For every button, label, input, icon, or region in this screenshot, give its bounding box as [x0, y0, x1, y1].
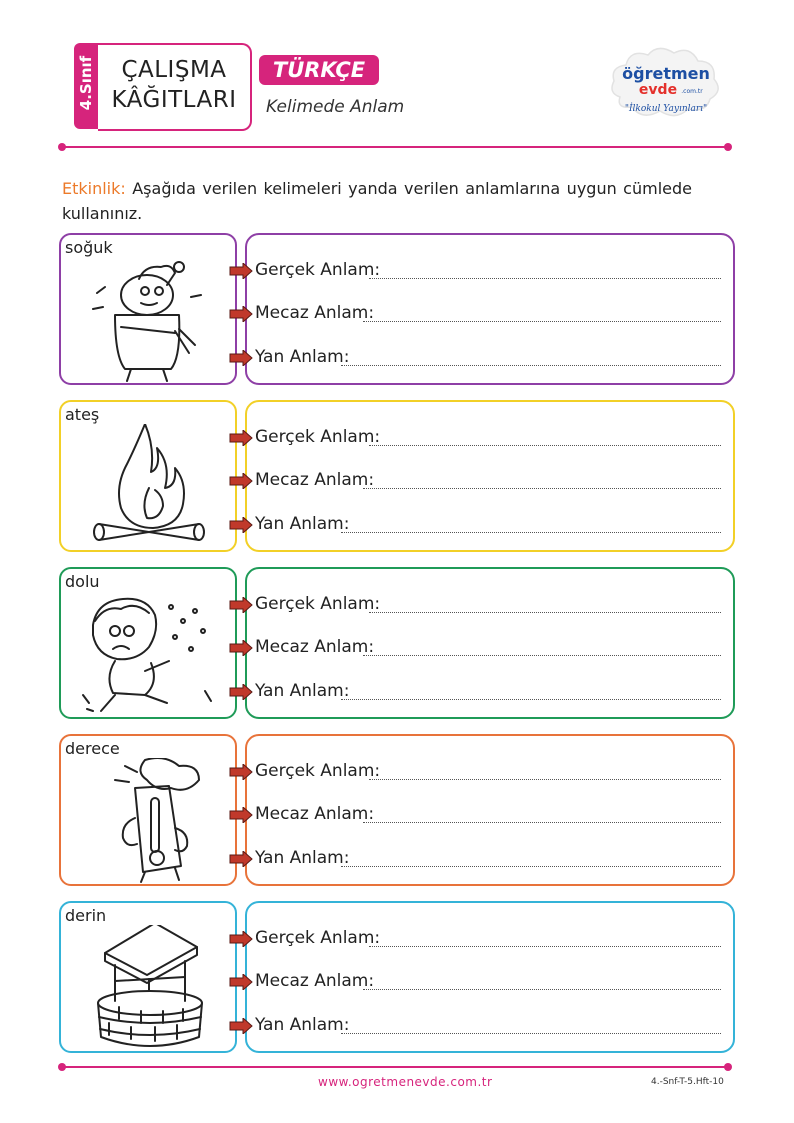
- arrow-icon: [229, 1018, 253, 1034]
- logo-domain: .com.tr: [681, 88, 703, 95]
- worksheet-header: [74, 43, 734, 133]
- water-well-icon: [75, 925, 225, 1051]
- side-meaning-row: [229, 347, 729, 371]
- arrow-icon: [229, 974, 253, 990]
- arrow-icon: [229, 851, 253, 867]
- logo-text-1: öğretmen: [622, 64, 710, 83]
- word-image-box: [59, 901, 237, 1053]
- page-code: 4.-Snf-T-5.Hft-10: [651, 1077, 724, 1087]
- real-meaning-label: Gerçek Anlam:: [255, 427, 381, 447]
- meaning-lines-box: [245, 567, 735, 719]
- figurative-meaning-line[interactable]: [363, 488, 721, 489]
- word-card-3: [59, 567, 735, 719]
- real-meaning-label: Gerçek Anlam:: [255, 761, 381, 781]
- word-label: soğuk: [65, 238, 113, 257]
- figurative-meaning-row: [229, 470, 729, 494]
- side-meaning-line[interactable]: [341, 1033, 721, 1034]
- word-image-box: [59, 233, 237, 385]
- side-meaning-label: Yan Anlam:: [255, 1015, 350, 1035]
- arrow-icon: [229, 931, 253, 947]
- figurative-meaning-line[interactable]: [363, 655, 721, 656]
- meaning-lines-box: [245, 734, 735, 886]
- side-meaning-label: Yan Anlam:: [255, 347, 350, 367]
- title-box: [98, 43, 252, 131]
- figurative-meaning-row: [229, 637, 729, 661]
- ogretmen-evde-logo: [606, 41, 726, 127]
- word-card-5: [59, 901, 735, 1053]
- meaning-lines-box: [245, 400, 735, 552]
- word-label: ateş: [65, 405, 100, 424]
- topic-title: Kelimede Anlam: [266, 97, 405, 117]
- cold-man-icon: [75, 257, 225, 383]
- side-meaning-line[interactable]: [341, 699, 721, 700]
- word-card-2: [59, 400, 735, 552]
- word-label: derin: [65, 906, 107, 925]
- side-meaning-row: [229, 681, 729, 705]
- arrow-icon: [229, 430, 253, 446]
- instruction: [62, 176, 692, 226]
- real-meaning-row: [229, 260, 729, 284]
- real-meaning-row: [229, 594, 729, 618]
- figurative-meaning-row: [229, 804, 729, 828]
- side-meaning-line[interactable]: [341, 365, 721, 366]
- real-meaning-line[interactable]: [369, 278, 721, 279]
- real-meaning-line[interactable]: [369, 445, 721, 446]
- meaning-lines-box: [245, 901, 735, 1053]
- arrow-icon: [229, 684, 253, 700]
- instruction-label: Etkinlik:: [62, 179, 126, 198]
- arrow-icon: [229, 640, 253, 656]
- real-meaning-line[interactable]: [369, 612, 721, 613]
- side-meaning-line[interactable]: [341, 532, 721, 533]
- hail-boy-icon: [75, 591, 225, 717]
- word-label: dolu: [65, 572, 100, 591]
- arrow-icon: [229, 473, 253, 489]
- figurative-meaning-label: Mecaz Anlam:: [255, 303, 375, 323]
- title-line-1: ÇALIŞMA: [121, 57, 227, 83]
- side-meaning-line[interactable]: [341, 866, 721, 867]
- word-image-box: [59, 567, 237, 719]
- real-meaning-label: Gerçek Anlam:: [255, 594, 381, 614]
- arrow-icon: [229, 350, 253, 366]
- meaning-lines-box: [245, 233, 735, 385]
- arrow-icon: [229, 764, 253, 780]
- real-meaning-line[interactable]: [369, 779, 721, 780]
- logo-text-2: evde: [638, 82, 678, 98]
- real-meaning-row: [229, 427, 729, 451]
- arrow-icon: [229, 517, 253, 533]
- figurative-meaning-line[interactable]: [363, 989, 721, 990]
- grade-label: 4.Sınıf: [77, 55, 95, 111]
- word-card-4: [59, 734, 735, 886]
- arrow-icon: [229, 306, 253, 322]
- word-label: derece: [65, 739, 120, 758]
- side-meaning-row: [229, 848, 729, 872]
- side-meaning-label: Yan Anlam:: [255, 848, 350, 868]
- real-meaning-label: Gerçek Anlam:: [255, 928, 381, 948]
- word-image-box: [59, 734, 237, 886]
- word-image-box: [59, 400, 237, 552]
- thermometer-icon: [75, 758, 225, 884]
- arrow-icon: [229, 263, 253, 279]
- figurative-meaning-line[interactable]: [363, 822, 721, 823]
- arrow-icon: [229, 807, 253, 823]
- logo-tagline: "İlkokul Yayınları": [624, 104, 708, 114]
- instruction-text: Aşağıda verilen kelimeleri yanda verilen anlamlarına uygun cümlede kullanınız.: [62, 179, 692, 223]
- real-meaning-row: [229, 928, 729, 952]
- footer-url[interactable]: www.ogretmenevde.com.tr: [318, 1075, 493, 1089]
- header-divider: [62, 146, 728, 148]
- grade-tab: [74, 43, 98, 129]
- figurative-meaning-row: [229, 303, 729, 327]
- side-meaning-label: Yan Anlam:: [255, 681, 350, 701]
- word-card-1: [59, 233, 735, 385]
- figurative-meaning-label: Mecaz Anlam:: [255, 804, 375, 824]
- title-line-2: KÂĞITLARI: [111, 87, 237, 113]
- side-meaning-label: Yan Anlam:: [255, 514, 350, 534]
- real-meaning-line[interactable]: [369, 946, 721, 947]
- figurative-meaning-row: [229, 971, 729, 995]
- figurative-meaning-label: Mecaz Anlam:: [255, 470, 375, 490]
- side-meaning-row: [229, 514, 729, 538]
- real-meaning-row: [229, 761, 729, 785]
- side-meaning-row: [229, 1015, 729, 1039]
- campfire-icon: [75, 424, 225, 550]
- real-meaning-label: Gerçek Anlam:: [255, 260, 381, 280]
- figurative-meaning-line[interactable]: [363, 321, 721, 322]
- figurative-meaning-label: Mecaz Anlam:: [255, 637, 375, 657]
- footer-divider: [62, 1066, 728, 1068]
- subject-badge: TÜRKÇE: [259, 55, 379, 85]
- figurative-meaning-label: Mecaz Anlam:: [255, 971, 375, 991]
- arrow-icon: [229, 597, 253, 613]
